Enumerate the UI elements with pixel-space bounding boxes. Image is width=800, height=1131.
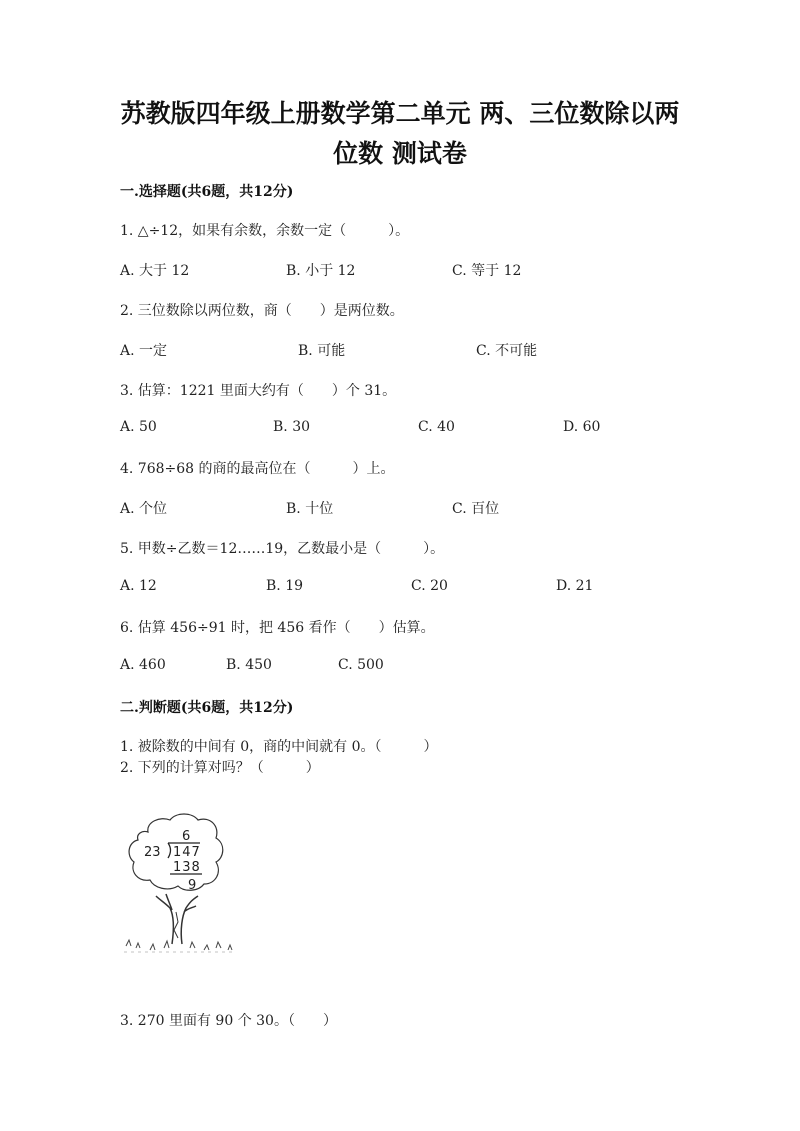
divisor-text: 23 — [144, 845, 161, 860]
section-2-heading: 二.判断题(共6题，共12分) — [120, 700, 294, 716]
q3-option-a: A. 50 — [120, 419, 157, 435]
section-1-heading: 一.选择题(共6题，共12分) — [120, 184, 294, 200]
q5-option-b: B. 19 — [266, 578, 304, 594]
tree-drawing — [120, 812, 238, 962]
q5-option-c: C. 20 — [411, 578, 448, 594]
remainder-text: 9 — [188, 878, 197, 893]
q4-option-c: C. 百位 — [452, 501, 500, 517]
q3-option-d: D. 60 — [563, 419, 601, 435]
quotient-text: 6 — [182, 829, 191, 844]
q3-option-b: B. 30 — [273, 419, 311, 435]
question-1: 1. △÷12，如果有余数，余数一定（ ）。 — [120, 223, 410, 239]
q6-option-a: A. 460 — [120, 657, 166, 673]
q1-option-c: C. 等于 12 — [452, 263, 522, 279]
question-5: 5. 甲数÷乙数＝12……19，乙数最小是（ ）。 — [120, 541, 445, 557]
document-title — [90, 94, 710, 174]
title-line-1: 苏教版四年级上册数学第二单元 两、三位数除以两 — [120, 99, 680, 128]
division-bracket — [168, 843, 171, 858]
grass — [126, 940, 232, 950]
q1-option-a: A. 大于 12 — [120, 263, 190, 279]
question-6: 6. 估算 456÷91 时，把 456 看作（ ）估算。 — [120, 620, 435, 636]
question-4: 4. 768÷68 的商的最高位在（ ）上。 — [120, 461, 395, 477]
judge-question-2: 2. 下列的计算对吗？（ ） — [120, 760, 320, 776]
judge-question-3: 3. 270 里面有 90 个 30。（ ） — [120, 1013, 337, 1029]
q6-option-c: C. 500 — [338, 657, 384, 673]
q2-option-c: C. 不可能 — [476, 343, 538, 359]
product-text: 138 — [173, 860, 201, 875]
q5-option-d: D. 21 — [556, 578, 594, 594]
q2-option-a: A. 一定 — [120, 343, 168, 359]
q6-option-b: B. 450 — [226, 657, 272, 673]
trunk-texture — [174, 912, 178, 938]
q1-option-b: B. 小于 12 — [286, 263, 356, 279]
dividend-text: 147 — [173, 845, 201, 860]
tree-division-figure — [120, 812, 238, 962]
question-3: 3. 估算：1221 里面大约有（ ）个 31。 — [120, 383, 397, 399]
q5-option-a: A. 12 — [120, 578, 157, 594]
q3-option-c: C. 40 — [418, 419, 455, 435]
question-2: 2. 三位数除以两位数，商（ ）是两位数。 — [120, 303, 404, 319]
q4-option-a: A. 个位 — [120, 501, 168, 517]
judge-question-1: 1. 被除数的中间有 0，商的中间就有 0。（ ） — [120, 739, 438, 755]
q2-option-b: B. 可能 — [298, 343, 346, 359]
title-line-2: 位数 测试卷 — [333, 139, 467, 168]
q4-option-b: B. 十位 — [286, 501, 334, 517]
